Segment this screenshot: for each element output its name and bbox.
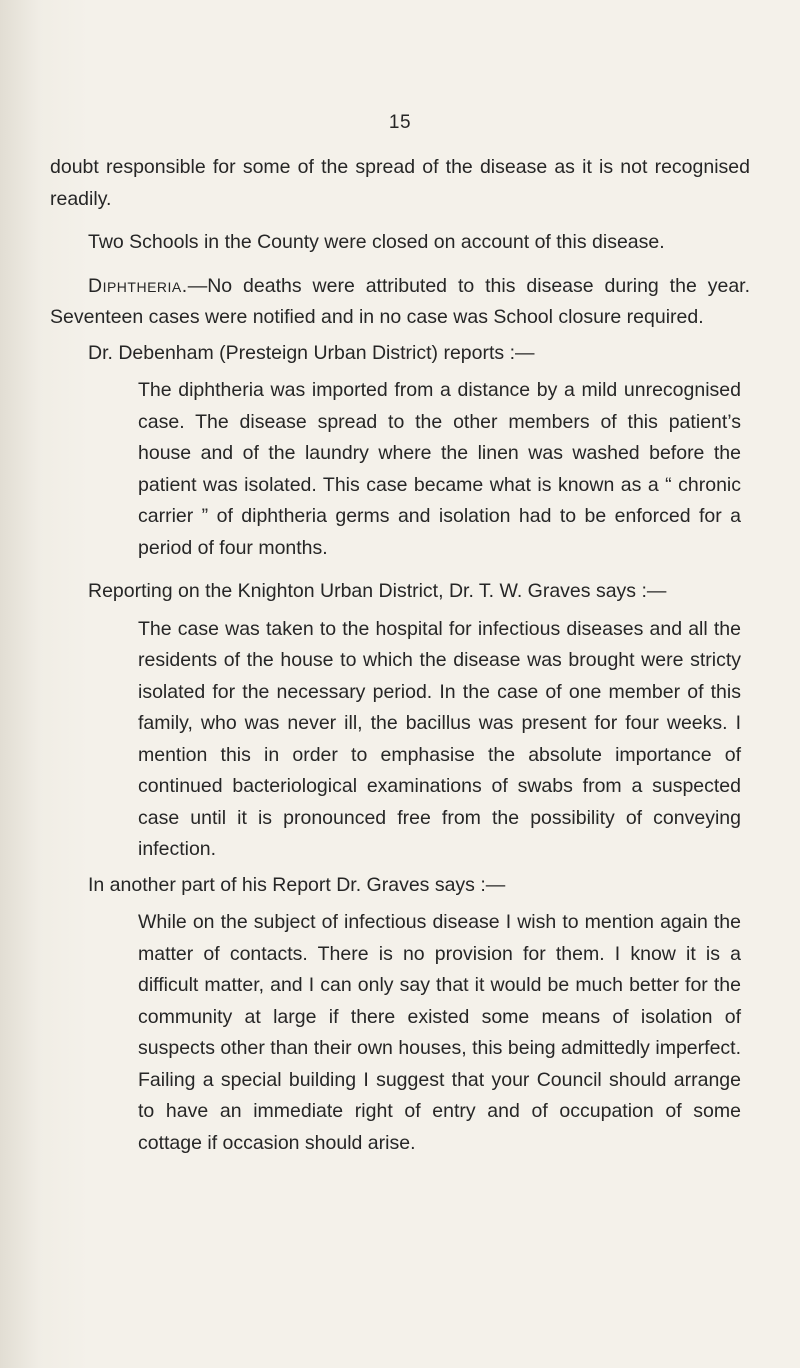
body-text (50, 152, 750, 1159)
quote-debenham-report: The diphtheria was imported from a distance by a mild unrecognised case. The disease spread to the other members of this patient’s house and of the laundry where the linen was washed before the patient was isolated. This case became what is known as a “ chronic carrier ” of diphtheria germs and isolation had to be enforced for a period of four months. (138, 379, 741, 559)
paragraph-graves-second-intro: In another part of his Report Dr. Graves says :— (88, 873, 506, 896)
diphtheria-heading: Diphtheria. (88, 274, 188, 297)
paragraph-diphtheria (50, 271, 750, 334)
paragraph-continuation: doubt responsible for some of the spread of the disease as it is not recognised readily. (50, 156, 750, 210)
paragraph-school-closures: Two Schools in the County were closed on account of this disease. (88, 231, 665, 253)
diphtheria-body: —No deaths were attributed to this disease during the year. Seventeen cases were notified and in no case was School closure required. (50, 274, 750, 328)
paragraph-graves-intro: Reporting on the Knighton Urban District, Dr. T. W. Graves says :— (88, 580, 667, 602)
paragraph-debenham-intro: Dr. Debenham (Presteign Urban District) reports :— (88, 341, 535, 364)
quote-graves-report-1: The case was taken to the hospital for infectious diseases and all the residents of the house to which the disease was brought were stricty isolated for the necessary period. In the case of one member of this family, who was never ill, the bacillus was present for four weeks. I mention this in order to emphasise the absolute importance of continued bacteriological examinations of swabs from a suspected case until it is pronounced free from the possibility of conveying infection. (138, 617, 741, 860)
page-number: 15 (388, 112, 412, 133)
quote-graves-report-2: While on the subject of infectious disease I wish to mention again the matter of contacts. There is no provision for them. I know it is a difficult matter, and I can only say that it would be much better for the community at large if there existed some means of isolation of suspects other than their own houses, this being admittedly imperfect. Failing a special building I suggest that your Council should arrange to have an immediate right of entry and of occupation of some cottage if occasion should arise. (138, 911, 741, 1154)
